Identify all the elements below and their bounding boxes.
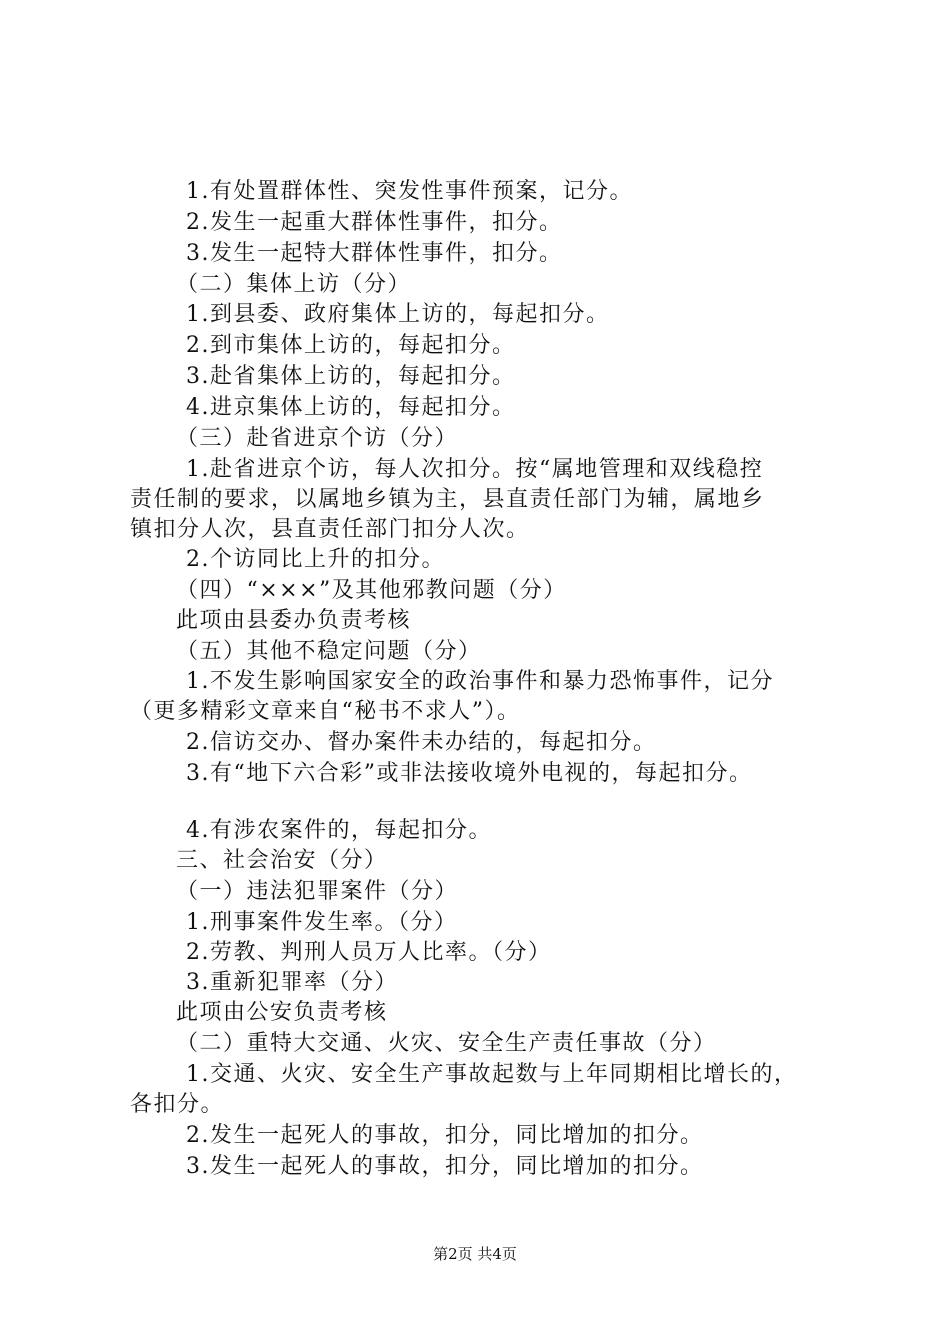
text-line: 3.重新犯罪率（分） (186, 970, 398, 995)
text-line: 1.赴省进京个访，每人次扣分。按“属地管理和双线稳控 (186, 457, 764, 482)
text-line: 3.发生一起死人的事故，扣分，同比增加的扣分。 (186, 1154, 704, 1179)
text-line: 2.发生一起重大群体性事件，扣分。 (186, 210, 563, 235)
text-line: 2.到市集体上访的，每起扣分。 (186, 333, 516, 358)
section-heading: 三、社会治安（分） (176, 848, 388, 873)
text-line: 责任制的要求，以属地乡镇为主，县直责任部门为辅，属地乡 (130, 487, 765, 512)
page-footer: 第2页 共4页 (433, 1245, 517, 1263)
text-line: 2.个访同比上升的扣分。 (186, 547, 445, 572)
text-line: 镇扣分人次，县直责任部门扣分人次。 (130, 517, 530, 542)
text-line: 4.有涉农案件的，每起扣分。 (186, 818, 492, 843)
text-line: 2.信访交办、督办案件未办结的，每起扣分。 (186, 730, 657, 755)
text-line: （更多精彩文章来自“秘书不求人”）。 (130, 699, 521, 724)
text-line: 1.交通、火灾、安全生产事故起数与上年同期相比增长的， (186, 1062, 798, 1087)
text-line: 1.到县委、政府集体上访的，每起扣分。 (186, 302, 610, 327)
text-line: 1.有处置群体性、突发性事件预案，记分。 (186, 179, 633, 204)
section-heading: （一）违法犯罪案件（分） (176, 879, 459, 904)
text-line: 此项由公安负责考核 (176, 1000, 388, 1025)
text-line: 1.刑事案件发生率。（分） (186, 910, 458, 935)
text-line: 此项由县委办负责考核 (176, 608, 412, 633)
text-line: 3.发生一起特大群体性事件，扣分。 (186, 241, 563, 266)
text-line: 1.不发生影响国家安全的政治事件和暴力恐怖事件，记分 (186, 669, 774, 694)
section-heading: （二）重特大交通、火灾、安全生产责任事故（分） (176, 1031, 717, 1056)
text-line: 2.发生一起死人的事故，扣分，同比增加的扣分。 (186, 1123, 704, 1148)
text-line: 3.有“地下六合彩”或非法接收境外电视的，每起扣分。 (186, 761, 753, 786)
section-heading: （四）“×××”及其他邪教问题（分） (176, 578, 567, 603)
section-heading: （二）集体上访（分） (176, 272, 412, 297)
section-heading: （三）赴省进京个访（分） (176, 426, 459, 451)
section-heading: （五）其他不稳定问题（分） (176, 639, 482, 664)
text-line: 各扣分。 (130, 1092, 225, 1117)
text-line: 2.劳教、判刑人员万人比率。（分） (186, 940, 552, 965)
text-line: 4.进京集体上访的，每起扣分。 (186, 395, 516, 420)
text-line: 3.赴省集体上访的，每起扣分。 (186, 364, 516, 389)
